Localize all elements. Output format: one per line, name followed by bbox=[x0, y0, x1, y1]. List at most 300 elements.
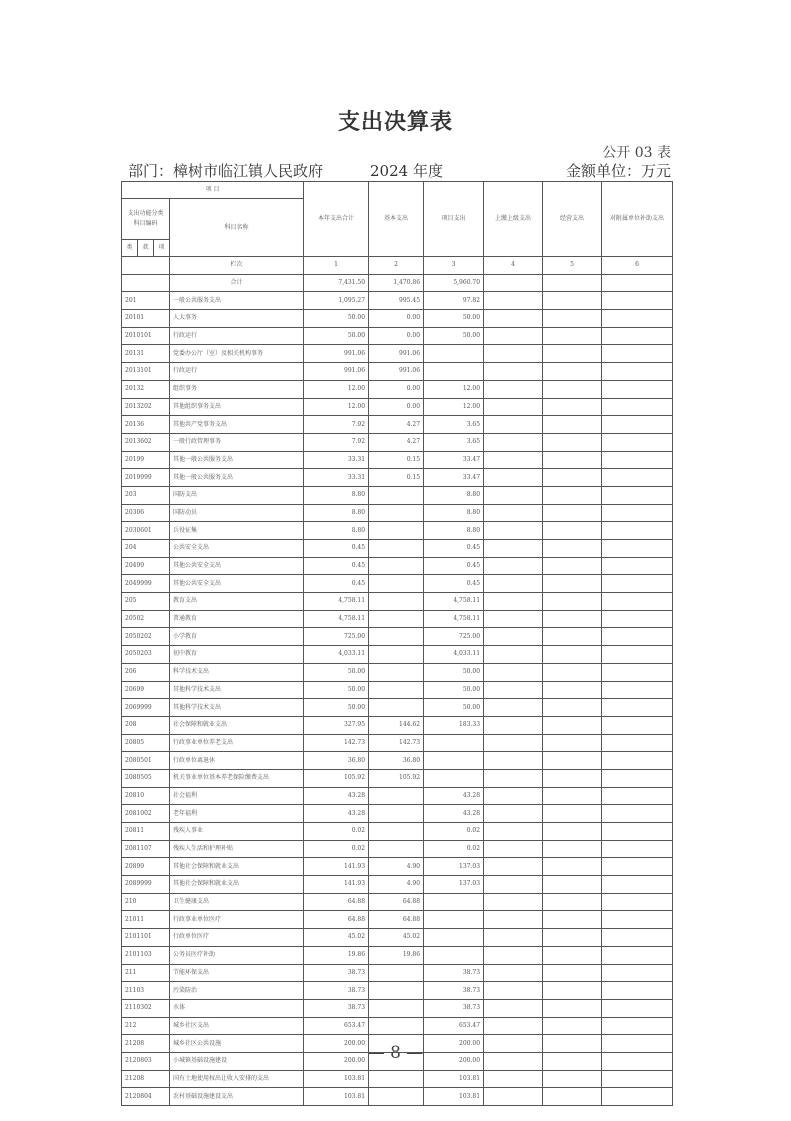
row-upper bbox=[484, 699, 543, 717]
row-subsidy bbox=[602, 999, 673, 1017]
row-project: 725.00 bbox=[424, 628, 484, 646]
row-basic: 105.92 bbox=[369, 769, 424, 787]
row-business bbox=[543, 858, 602, 876]
row-project: 137.03 bbox=[424, 876, 484, 894]
row-business bbox=[543, 646, 602, 664]
row-subsidy bbox=[602, 292, 673, 310]
row-subject-name: 初中教育 bbox=[170, 646, 304, 664]
row-total: 141.93 bbox=[304, 858, 369, 876]
row-total: 43.28 bbox=[304, 805, 369, 823]
row-business bbox=[543, 1017, 602, 1035]
row-total: 105.92 bbox=[304, 769, 369, 787]
row-project bbox=[424, 734, 484, 752]
header-col-5: 经营支出 bbox=[543, 182, 602, 257]
row-basic bbox=[369, 699, 424, 717]
row-business bbox=[543, 663, 602, 681]
row-subsidy bbox=[602, 310, 673, 328]
row-total: 4,033.11 bbox=[304, 646, 369, 664]
row-business bbox=[543, 398, 602, 416]
row-code: 20499 bbox=[122, 557, 170, 575]
row-subsidy bbox=[602, 628, 673, 646]
row-total: 50.00 bbox=[304, 663, 369, 681]
row-subsidy bbox=[602, 876, 673, 894]
row-upper bbox=[484, 752, 543, 770]
row-upper bbox=[484, 999, 543, 1017]
row-project: 38.73 bbox=[424, 982, 484, 1000]
row-total: 4,758.11 bbox=[304, 593, 369, 611]
row-total: 45.02 bbox=[304, 929, 369, 947]
department-label: 部门：樟树市临江镇人民政府 bbox=[128, 162, 324, 180]
table-row bbox=[122, 769, 673, 787]
row-subject-name: 国防支出 bbox=[170, 486, 304, 504]
row-upper bbox=[484, 327, 543, 345]
row-total: 7.92 bbox=[304, 416, 369, 434]
row-basic bbox=[369, 504, 424, 522]
row-subject-name: 科学技术支出 bbox=[170, 663, 304, 681]
table-row bbox=[122, 433, 673, 451]
row-basic: 45.02 bbox=[369, 929, 424, 947]
row-project: 4,758.11 bbox=[424, 593, 484, 611]
row-code: 2013202 bbox=[122, 398, 170, 416]
row-code: 206 bbox=[122, 663, 170, 681]
header-func-code: 支出功能分类科目编码 bbox=[122, 199, 170, 240]
row-business bbox=[543, 557, 602, 575]
table-row bbox=[122, 363, 673, 381]
row-basic: 64.88 bbox=[369, 911, 424, 929]
row-business bbox=[543, 911, 602, 929]
row-subsidy bbox=[602, 663, 673, 681]
row-code: 21208 bbox=[122, 1035, 170, 1053]
row-basic bbox=[369, 628, 424, 646]
row-project: 4,033.11 bbox=[424, 646, 484, 664]
row-code: 2010101 bbox=[122, 327, 170, 345]
row-subject-name: 行政单位医疗 bbox=[170, 929, 304, 947]
row-project: 8.80 bbox=[424, 486, 484, 504]
row-code: 2013602 bbox=[122, 433, 170, 451]
row-subsidy bbox=[602, 398, 673, 416]
header-col-3: 项目支出 bbox=[424, 182, 484, 257]
row-subject-name: 小城镇基础设施建设 bbox=[170, 1052, 304, 1070]
row-business bbox=[543, 1070, 602, 1088]
table-row bbox=[122, 327, 673, 345]
row-basic: 19.86 bbox=[369, 946, 424, 964]
row-code: 203 bbox=[122, 486, 170, 504]
row-business bbox=[543, 787, 602, 805]
row-code: 201 bbox=[122, 292, 170, 310]
row-code: 20502 bbox=[122, 610, 170, 628]
row-subject-name: 兵役征集 bbox=[170, 522, 304, 540]
header-col-1: 本年支出合计 bbox=[304, 182, 369, 257]
table-row bbox=[122, 540, 673, 558]
row-business bbox=[543, 593, 602, 611]
row-business bbox=[543, 893, 602, 911]
row-subject-name: 其他社会保障和就业支出 bbox=[170, 876, 304, 894]
row-project: 50.00 bbox=[424, 327, 484, 345]
row-basic: 4.27 bbox=[369, 433, 424, 451]
row-upper bbox=[484, 1017, 543, 1035]
row-upper bbox=[484, 681, 543, 699]
row-upper bbox=[484, 557, 543, 575]
row-total: 8.80 bbox=[304, 504, 369, 522]
row-code: 2120804 bbox=[122, 1088, 170, 1106]
row-code: 20899 bbox=[122, 858, 170, 876]
row-subsidy bbox=[602, 522, 673, 540]
row-subject-name: 水体 bbox=[170, 999, 304, 1017]
row-business bbox=[543, 628, 602, 646]
row-project: 50.00 bbox=[424, 310, 484, 328]
row-business bbox=[543, 345, 602, 363]
row-code: 2101103 bbox=[122, 946, 170, 964]
row-basic bbox=[369, 1088, 424, 1106]
table-row bbox=[122, 1070, 673, 1088]
row-upper bbox=[484, 646, 543, 664]
row-upper bbox=[484, 663, 543, 681]
row-subsidy bbox=[602, 540, 673, 558]
row-basic: 36.80 bbox=[369, 752, 424, 770]
row-subsidy bbox=[602, 646, 673, 664]
row-basic bbox=[369, 610, 424, 628]
row-project: 43.28 bbox=[424, 805, 484, 823]
row-basic bbox=[369, 593, 424, 611]
row-code: 20101 bbox=[122, 310, 170, 328]
row-business bbox=[543, 964, 602, 982]
row-business bbox=[543, 416, 602, 434]
row-subsidy bbox=[602, 469, 673, 487]
table-row bbox=[122, 398, 673, 416]
row-project: 12.00 bbox=[424, 380, 484, 398]
row-project: 200.00 bbox=[424, 1052, 484, 1070]
table-row bbox=[122, 823, 673, 841]
row-total: 327.95 bbox=[304, 716, 369, 734]
row-project: 33.47 bbox=[424, 451, 484, 469]
table-row bbox=[122, 646, 673, 664]
row-subsidy bbox=[602, 911, 673, 929]
row-project: 0.45 bbox=[424, 540, 484, 558]
row-code: 2101101 bbox=[122, 929, 170, 947]
row-subject-name: 公务员医疗补助 bbox=[170, 946, 304, 964]
row-subject-name: 行政运行 bbox=[170, 363, 304, 381]
row-code: 2081107 bbox=[122, 840, 170, 858]
row-basic: 0.00 bbox=[369, 380, 424, 398]
row-project: 33.47 bbox=[424, 469, 484, 487]
row-code: 20132 bbox=[122, 380, 170, 398]
row-total: 38.73 bbox=[304, 964, 369, 982]
row-business bbox=[543, 929, 602, 947]
col-index-label: 栏次 bbox=[170, 257, 304, 275]
table-row bbox=[122, 893, 673, 911]
row-code: 2050203 bbox=[122, 646, 170, 664]
row-project: 38.73 bbox=[424, 999, 484, 1017]
row-upper bbox=[484, 363, 543, 381]
row-basic bbox=[369, 486, 424, 504]
row-upper bbox=[484, 1070, 543, 1088]
row-code: 2120803 bbox=[122, 1052, 170, 1070]
row-subject-name: 其他一般公共服务支出 bbox=[170, 469, 304, 487]
row-code: 2110302 bbox=[122, 999, 170, 1017]
table-row bbox=[122, 1088, 673, 1106]
row-total: 38.73 bbox=[304, 999, 369, 1017]
row-business bbox=[543, 610, 602, 628]
header-level-3: 项 bbox=[154, 240, 170, 257]
row-code: 20811 bbox=[122, 823, 170, 841]
row-project bbox=[424, 769, 484, 787]
row-business bbox=[543, 823, 602, 841]
row-subject-name: 国防动员 bbox=[170, 504, 304, 522]
row-code: 212 bbox=[122, 1017, 170, 1035]
row-business bbox=[543, 752, 602, 770]
row-total: 64.88 bbox=[304, 911, 369, 929]
table-row bbox=[122, 999, 673, 1017]
row-total: 12.00 bbox=[304, 380, 369, 398]
row-basic: 0.00 bbox=[369, 327, 424, 345]
row-business bbox=[543, 540, 602, 558]
row-project: 137.03 bbox=[424, 858, 484, 876]
row-total: 12.00 bbox=[304, 398, 369, 416]
row-code: 208 bbox=[122, 716, 170, 734]
row-subject-name: 农村基础设施建设支出 bbox=[170, 1088, 304, 1106]
row-basic bbox=[369, 982, 424, 1000]
row-project: 183.33 bbox=[424, 716, 484, 734]
row-basic bbox=[369, 787, 424, 805]
row-project: 8.80 bbox=[424, 504, 484, 522]
unit-label: 金额单位：万元 bbox=[565, 162, 671, 180]
row-code: 2081002 bbox=[122, 805, 170, 823]
row-code: 20810 bbox=[122, 787, 170, 805]
row-code: 20199 bbox=[122, 451, 170, 469]
row-subject-name: 组织事务 bbox=[170, 380, 304, 398]
row-project bbox=[424, 911, 484, 929]
row-code: 210 bbox=[122, 893, 170, 911]
row-subject-name: 行政事业单位养老支出 bbox=[170, 734, 304, 752]
row-subsidy bbox=[602, 893, 673, 911]
row-upper bbox=[484, 769, 543, 787]
row-subsidy bbox=[602, 1088, 673, 1106]
row-total: 19.86 bbox=[304, 946, 369, 964]
row-subsidy bbox=[602, 946, 673, 964]
row-subsidy bbox=[602, 699, 673, 717]
table-row bbox=[122, 416, 673, 434]
row-upper bbox=[484, 805, 543, 823]
table-row bbox=[122, 663, 673, 681]
row-basic bbox=[369, 805, 424, 823]
row-code: 211 bbox=[122, 964, 170, 982]
row-total: 50.00 bbox=[304, 327, 369, 345]
row-basic bbox=[369, 663, 424, 681]
data-rows bbox=[122, 292, 673, 1106]
total-label: 合计 bbox=[170, 274, 304, 292]
row-total: 142.73 bbox=[304, 734, 369, 752]
header-col-6: 对附属单位补助支出 bbox=[602, 182, 673, 257]
row-code: 21011 bbox=[122, 911, 170, 929]
row-upper bbox=[484, 823, 543, 841]
row-subject-name: 公共安全支出 bbox=[170, 540, 304, 558]
row-project: 38.73 bbox=[424, 964, 484, 982]
row-code: 2013101 bbox=[122, 363, 170, 381]
row-upper bbox=[484, 522, 543, 540]
row-total: 200.00 bbox=[304, 1052, 369, 1070]
table-row bbox=[122, 593, 673, 611]
row-business bbox=[543, 575, 602, 593]
row-upper bbox=[484, 451, 543, 469]
row-basic bbox=[369, 540, 424, 558]
row-basic: 144.62 bbox=[369, 716, 424, 734]
row-subject-name: 行政事业单位医疗 bbox=[170, 911, 304, 929]
row-total: 4,758.11 bbox=[304, 610, 369, 628]
table-row bbox=[122, 486, 673, 504]
table-row bbox=[122, 628, 673, 646]
row-business bbox=[543, 699, 602, 717]
row-upper bbox=[484, 610, 543, 628]
row-project bbox=[424, 946, 484, 964]
table-row bbox=[122, 451, 673, 469]
row-subsidy bbox=[602, 416, 673, 434]
row-total: 141.93 bbox=[304, 876, 369, 894]
row-project: 50.00 bbox=[424, 663, 484, 681]
table-row bbox=[122, 699, 673, 717]
row-upper bbox=[484, 310, 543, 328]
row-subsidy bbox=[602, 433, 673, 451]
row-basic: 0.00 bbox=[369, 310, 424, 328]
row-subsidy bbox=[602, 752, 673, 770]
table-row bbox=[122, 858, 673, 876]
row-business bbox=[543, 805, 602, 823]
header-col-4: 上缴上级支出 bbox=[484, 182, 543, 257]
total-col-2: 1,470.86 bbox=[369, 274, 424, 292]
row-business bbox=[543, 486, 602, 504]
row-basic bbox=[369, 1070, 424, 1088]
table-row bbox=[122, 504, 673, 522]
row-subsidy bbox=[602, 380, 673, 398]
row-upper bbox=[484, 929, 543, 947]
row-code: 2019999 bbox=[122, 469, 170, 487]
table-row bbox=[122, 610, 673, 628]
row-total: 1,095.27 bbox=[304, 292, 369, 310]
row-subsidy bbox=[602, 964, 673, 982]
row-code: 21103 bbox=[122, 982, 170, 1000]
row-code: 205 bbox=[122, 593, 170, 611]
header-col-2: 基本支出 bbox=[369, 182, 424, 257]
row-upper bbox=[484, 398, 543, 416]
row-code: 204 bbox=[122, 540, 170, 558]
row-subject-name: 其他公共安全支出 bbox=[170, 557, 304, 575]
table-row bbox=[122, 522, 673, 540]
row-business bbox=[543, 504, 602, 522]
row-subsidy bbox=[602, 787, 673, 805]
row-upper bbox=[484, 486, 543, 504]
row-total: 725.00 bbox=[304, 628, 369, 646]
row-subject-name: 其他组织事务支出 bbox=[170, 398, 304, 416]
row-total: 7.92 bbox=[304, 433, 369, 451]
row-business bbox=[543, 469, 602, 487]
row-subsidy bbox=[602, 363, 673, 381]
row-subsidy bbox=[602, 345, 673, 363]
row-subsidy bbox=[602, 486, 673, 504]
row-code: 2050202 bbox=[122, 628, 170, 646]
row-subsidy bbox=[602, 557, 673, 575]
row-subject-name: 行政单位离退休 bbox=[170, 752, 304, 770]
row-subsidy bbox=[602, 734, 673, 752]
row-project bbox=[424, 893, 484, 911]
table-row bbox=[122, 787, 673, 805]
row-project: 0.45 bbox=[424, 557, 484, 575]
row-total: 33.31 bbox=[304, 451, 369, 469]
row-project: 653.47 bbox=[424, 1017, 484, 1035]
row-total: 0.02 bbox=[304, 823, 369, 841]
table-row bbox=[122, 752, 673, 770]
header-project: 项 目 bbox=[122, 182, 304, 199]
row-subject-name: 其他公共安全支出 bbox=[170, 575, 304, 593]
row-business bbox=[543, 999, 602, 1017]
row-subsidy bbox=[602, 840, 673, 858]
header-level-1: 类 bbox=[122, 240, 138, 257]
row-total: 38.73 bbox=[304, 982, 369, 1000]
table-row bbox=[122, 929, 673, 947]
row-project bbox=[424, 929, 484, 947]
row-project: 3.65 bbox=[424, 416, 484, 434]
table-row bbox=[122, 946, 673, 964]
row-subsidy bbox=[602, 593, 673, 611]
row-upper bbox=[484, 292, 543, 310]
row-upper bbox=[484, 946, 543, 964]
row-basic bbox=[369, 840, 424, 858]
row-basic bbox=[369, 522, 424, 540]
row-basic bbox=[369, 575, 424, 593]
row-basic: 0.15 bbox=[369, 469, 424, 487]
row-total: 36.80 bbox=[304, 752, 369, 770]
row-subsidy bbox=[602, 929, 673, 947]
row-business bbox=[543, 876, 602, 894]
row-upper bbox=[484, 628, 543, 646]
row-subject-name: 教育支出 bbox=[170, 593, 304, 611]
row-business bbox=[543, 681, 602, 699]
expenditure-table bbox=[121, 181, 673, 1106]
table-row bbox=[122, 292, 673, 310]
row-project: 97.82 bbox=[424, 292, 484, 310]
row-code: 20306 bbox=[122, 504, 170, 522]
row-business bbox=[543, 433, 602, 451]
form-number: 公开 03 表 bbox=[602, 145, 671, 161]
row-upper bbox=[484, 876, 543, 894]
row-code: 2030601 bbox=[122, 522, 170, 540]
row-project: 50.00 bbox=[424, 681, 484, 699]
table-row bbox=[122, 345, 673, 363]
row-subsidy bbox=[602, 858, 673, 876]
header-level-2: 款 bbox=[138, 240, 154, 257]
row-subject-name: 一般行政管理事务 bbox=[170, 433, 304, 451]
row-subject-name: 人大事务 bbox=[170, 310, 304, 328]
row-upper bbox=[484, 982, 543, 1000]
row-basic: 4.90 bbox=[369, 858, 424, 876]
table-row bbox=[122, 840, 673, 858]
row-project: 43.28 bbox=[424, 787, 484, 805]
row-code: 21208 bbox=[122, 1070, 170, 1088]
table-row bbox=[122, 982, 673, 1000]
row-project bbox=[424, 363, 484, 381]
table-row bbox=[122, 805, 673, 823]
row-project: 0.02 bbox=[424, 840, 484, 858]
row-business bbox=[543, 363, 602, 381]
row-total: 103.81 bbox=[304, 1070, 369, 1088]
row-subsidy bbox=[602, 451, 673, 469]
table-row bbox=[122, 557, 673, 575]
row-subject-name: 残疾人事业 bbox=[170, 823, 304, 841]
row-subject-name: 行政运行 bbox=[170, 327, 304, 345]
row-code: 2069999 bbox=[122, 699, 170, 717]
row-subsidy bbox=[602, 575, 673, 593]
row-subject-name: 党委办公厅（室）及相关机构事务 bbox=[170, 345, 304, 363]
row-project bbox=[424, 752, 484, 770]
row-basic: 991.06 bbox=[369, 345, 424, 363]
